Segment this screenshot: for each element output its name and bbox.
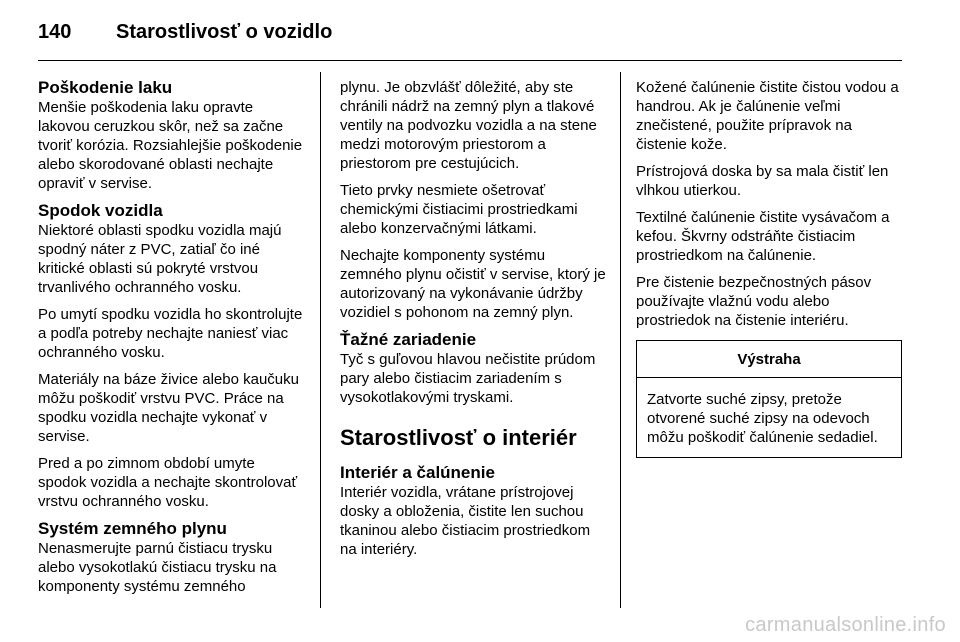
paragraph: Nenasmerujte parnú čistiacu trysku alebo vysokotlakú čistiacu trysku na komponenty systému zemného <box>38 540 277 595</box>
paragraph: plynu. Je obzvlášť dôležité, aby ste chránili nádrž na zemný plyn a tlakové ventily na podvozku vozidla a na stene medzi motorovým priestorom a priestorom pre cestujúcich. <box>340 79 597 172</box>
column-3 <box>636 78 902 458</box>
paragraph: Tyč s guľovou hlavou nečistite prúdom pary alebo čistiacim zariadením s vysokotlakovými tryskami. <box>340 351 596 406</box>
warning-title: Výstraha <box>637 341 901 378</box>
paragraph: Pred a po zimnom období umyte spodok vozidla a nechajte skontrolovať vrstvu ochranného vosku. <box>38 455 298 510</box>
column-divider-2 <box>620 72 621 608</box>
section-heading-underbody: Spodok vozidla <box>38 201 163 220</box>
paragraph: Niektoré oblasti spodku vozidla majú spodný náter z PVC, zatiaľ čo iné kritické oblasti sú pokryté vrstvou trvanlivého ochranného vosku. <box>38 222 282 296</box>
paragraph: Textilné čalúnenie čistite vysávačom a kefou. Škvrny odstráňte čistiacim prostriedkom na čalúnenie. <box>636 209 890 264</box>
header-divider <box>38 60 902 61</box>
column-2 <box>340 78 608 567</box>
section-heading-paint-damage: Poškodenie laku <box>38 78 173 97</box>
paragraph: Menšie poškodenia laku opravte lakovou ceruzkou skôr, než sa začne tvoriť korózia. Rozsiahlejšie poškodenie alebo skorodované oblasti nechajte opraviť v servise. <box>38 99 303 192</box>
section-heading-natural-gas-system: Systém zemného plynu <box>38 519 227 538</box>
paragraph: Nechajte komponenty systému zemného plynu očistiť v servise, ktorý je autorizovaný na vykonávanie údržby vozidiel s pohonom na zemný plyn. <box>340 247 606 321</box>
page-title: Starostlivosť o vozidlo <box>116 21 333 43</box>
column-1 <box>38 78 306 604</box>
paragraph: Po umytí spodku vozidla ho skontrolujte a podľa potreby nechajte naniesť viac ochranného vosku. <box>38 306 303 361</box>
page-number: 140 <box>38 21 72 43</box>
chapter-heading-interior-care: Starostlivosť o interiér <box>340 425 577 450</box>
paragraph: Interiér vozidla, vrátane prístrojovej dosky a obloženia, čistite len suchou tkaninou alebo čistiacim prostriedkom na interiéry. <box>340 484 591 558</box>
paragraph: Kožené čalúnenie čistite čistou vodou a handrou. Ak je čalúnenie veľmi znečistené, použite prípravok na čistenie kože. <box>636 79 899 153</box>
section-heading-towing-device: Ťažné zariadenie <box>340 330 477 349</box>
section-heading-interior-upholstery: Interiér a čalúnenie <box>340 463 495 482</box>
warning-text: Zatvorte suché zipsy, pretože otvorené suché zipsy na odevoch môžu poškodiť čalúnenie sedadiel. <box>647 391 878 446</box>
page-header <box>38 20 902 44</box>
paragraph: Tieto prvky nesmiete ošetrovať chemickými čistiacimi prostriedkami alebo konzervačnými látkami. <box>340 182 578 237</box>
watermark: carmanualsonline.info <box>745 614 946 636</box>
column-divider-1 <box>320 72 321 608</box>
warning-box <box>636 340 902 458</box>
paragraph: Pre čistenie bezpečnostných pásov používajte vlažnú vodu alebo prostriedok na čistenie interiéru. <box>636 274 872 329</box>
paragraph: Prístrojová doska by sa mala čistiť len vlhkou utierkou. <box>636 163 889 199</box>
paragraph: Materiály na báze živice alebo kaučuku môžu poškodiť vrstvu PVC. Práce na spodku vozidla nechajte vykonať v servise. <box>38 371 299 445</box>
